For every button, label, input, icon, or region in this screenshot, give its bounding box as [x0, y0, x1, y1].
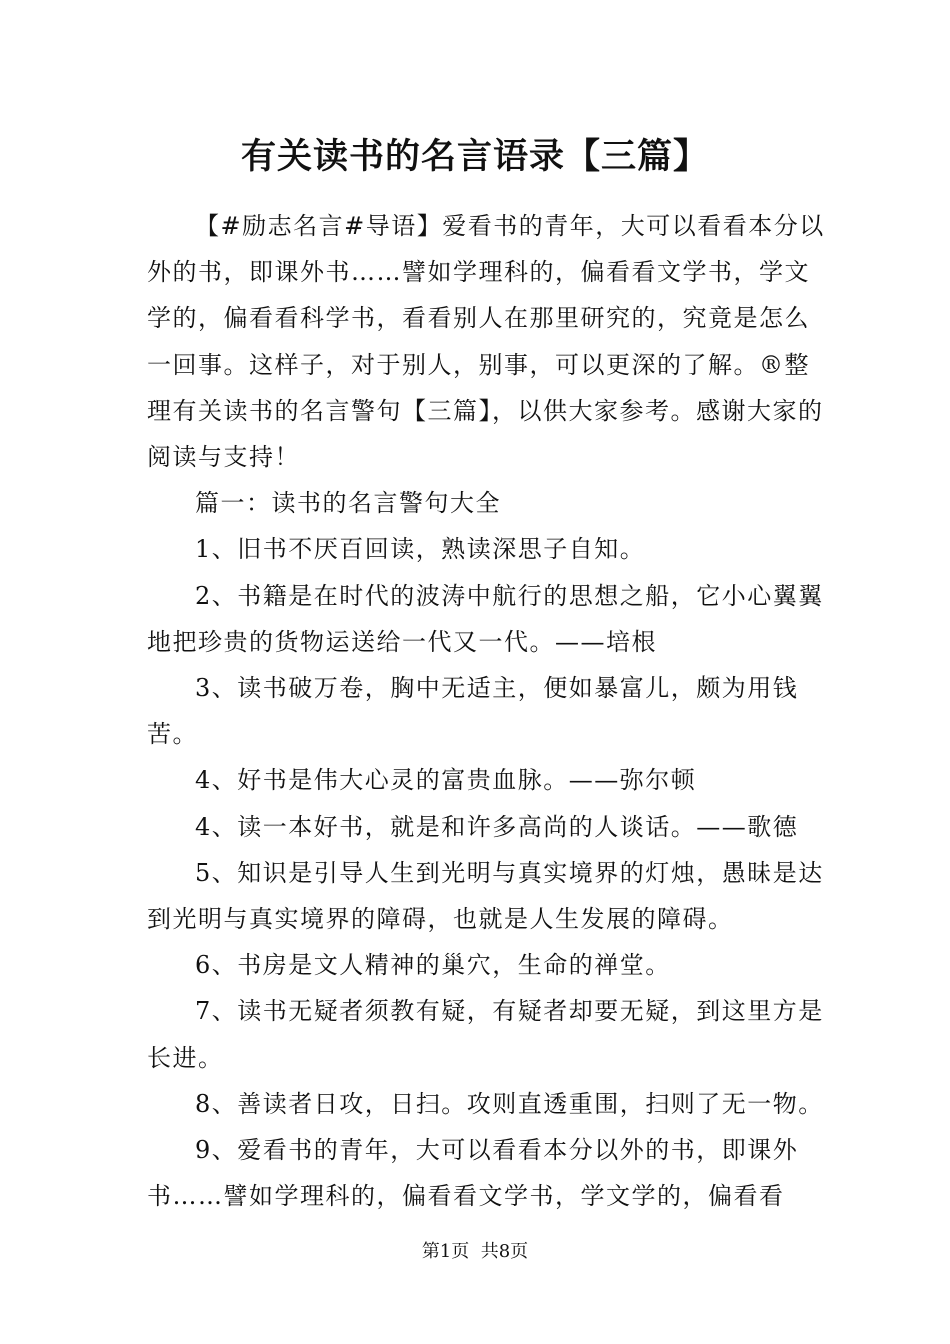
quote-item: 4、读一本好书，就是和许多高尚的人谈话。——歌德 [195, 812, 799, 841]
quote-item: 9、爱看书的青年，大可以看看本分以外的书，即课外书……譬如学理科的，偏看看文学书，学文学的，偏看看 [147, 1136, 799, 1211]
document-body [147, 203, 827, 1219]
quote-item: 8、善读者日攻，日扫。攻则直透重围，扫则了无一物。 [195, 1089, 824, 1118]
page-number: 第1页 共8页 [421, 1241, 529, 1262]
quote-item: 1、旧书不厌百回读，熟读深思子自知。 [195, 535, 646, 564]
quote-item: 7、读书无疑者须教有疑，有疑者却要无疑，到这里方是长进。 [147, 997, 824, 1072]
quote-item: 5、知识是引导人生到光明与真实境界的灯烛，愚昧是达到光明与真实境界的障碍，也就是人生发展的障碍。 [147, 858, 824, 934]
quote-item: 2、书籍是在时代的波涛中航行的思想之船，它小心翼翼地把珍贵的货物运送给一代又一代。——培根 [147, 581, 824, 656]
quote-item: 6、书房是文人精神的巢穴，生命的禅堂。 [195, 951, 671, 980]
quote-item: 4、好书是伟大心灵的富贵血脉。——弥尔顿 [195, 766, 697, 795]
section-heading: 篇一：读书的名言警句大全 [195, 489, 501, 518]
page-footer [0, 1240, 950, 1264]
document-title: 有关读书的名言语录【三篇】 [240, 136, 709, 177]
quote-item: 3、读书破万卷，胸中无适主，便如暴富儿，颇为用钱苦。 [147, 674, 799, 749]
intro-paragraph: 【#励志名言#导语】爱看书的青年，大可以看看本分以外的书，即课外书……譬如学理科的，偏看看文学书，学文学的，偏看看科学书，看看别人在那里研究的，究竟是怎么一回事。这样子，对于别人，别事，可以更深的了解。®整理有关读书的名言警句【三篇】，以供大家参考。感谢大家的阅读与支持！ [147, 212, 825, 472]
